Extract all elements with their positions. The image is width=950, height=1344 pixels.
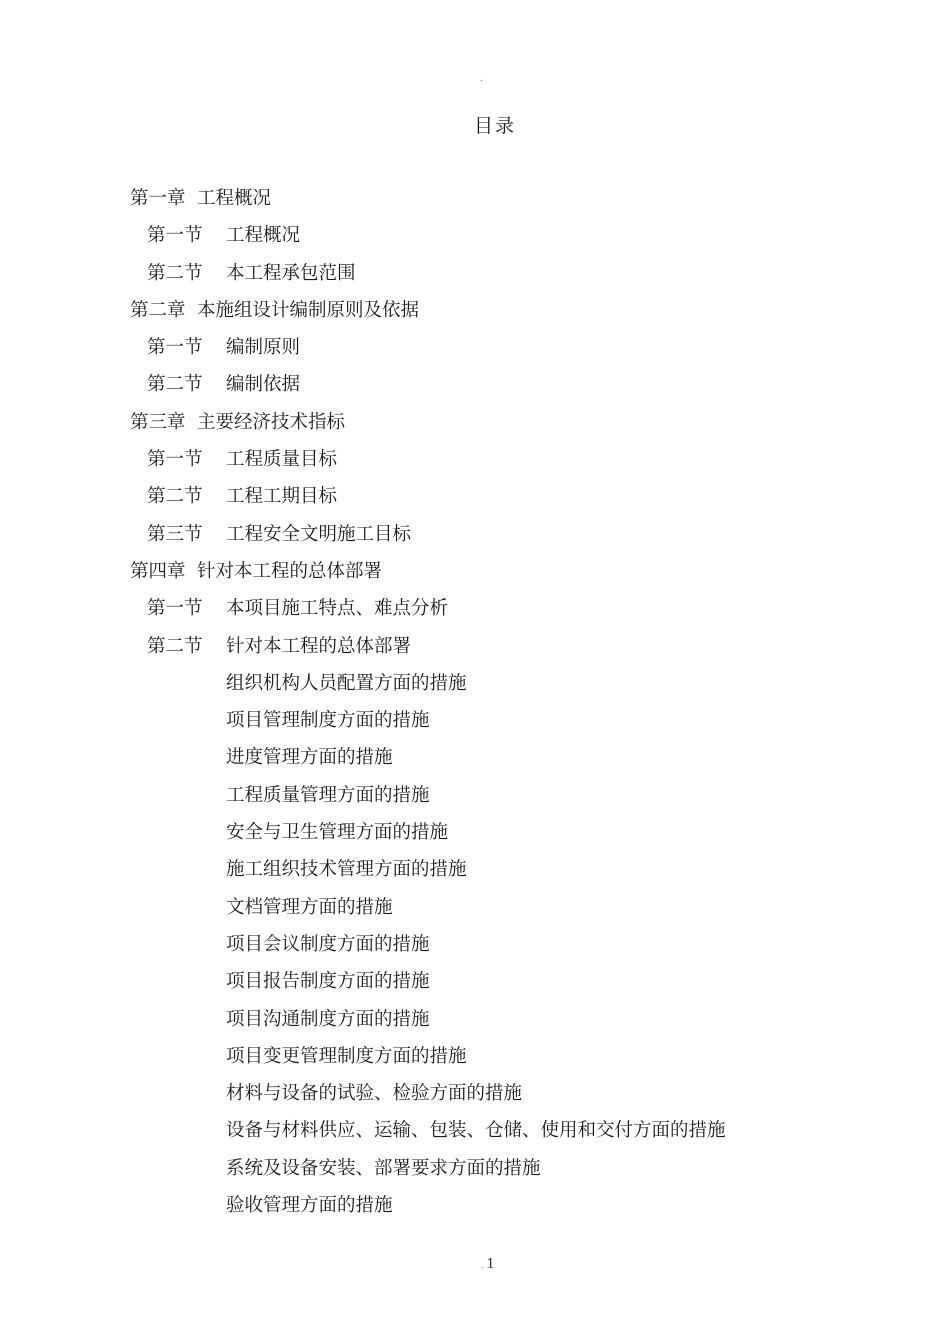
item-title: 组织机构人员配置方面的措施: [226, 672, 467, 694]
item-title: 进度管理方面的措施: [226, 747, 393, 769]
toc-item[interactable]: [0, 777, 950, 814]
section-title: 本工程承包范围: [226, 262, 356, 284]
toc-chapter-4[interactable]: [0, 553, 950, 590]
chapter-number: 第一章: [130, 188, 186, 209]
section-number: 第一节: [147, 337, 203, 359]
section-title: 工程安全文明施工目标: [226, 523, 412, 545]
item-title: 项目沟通制度方面的措施: [226, 1008, 430, 1030]
chapter-title: 工程概况: [197, 188, 272, 209]
toc-section-3-3[interactable]: [0, 516, 950, 553]
item-title: 安全与卫生管理方面的措施: [226, 822, 449, 844]
section-number: 第二节: [147, 635, 203, 657]
toc-item[interactable]: [0, 739, 950, 776]
section-number: 第一节: [147, 449, 203, 471]
toc-item[interactable]: [0, 926, 950, 963]
item-title: 项目变更管理制度方面的措施: [226, 1045, 467, 1067]
toc-item[interactable]: [0, 963, 950, 1000]
toc-section-3-1[interactable]: [0, 441, 950, 478]
toc-item[interactable]: [0, 665, 950, 702]
item-title: 设备与材料供应、运输、包装、仓储、使用和交付方面的措施: [226, 1120, 726, 1142]
section-number: 第一节: [147, 225, 203, 247]
footer-mark: .: [481, 1261, 484, 1270]
toc-section-1-1[interactable]: [0, 217, 950, 254]
toc-section-1-2[interactable]: [0, 255, 950, 292]
section-number: 第一节: [147, 598, 203, 620]
toc-item[interactable]: [0, 1187, 950, 1224]
toc-item[interactable]: [0, 702, 950, 739]
item-title: 文档管理方面的措施: [226, 896, 393, 918]
item-title: 项目报告制度方面的措施: [226, 971, 430, 993]
chapter-number: 第四章: [130, 560, 186, 582]
toc-section-3-2[interactable]: [0, 478, 950, 515]
toc-chapter-3[interactable]: [0, 404, 950, 441]
chapter-title: 本施组设计编制原则及依据: [197, 299, 420, 321]
section-number: 第二节: [147, 374, 203, 396]
item-title: 项目会议制度方面的措施: [226, 933, 430, 955]
section-title: 工程概况: [226, 225, 301, 247]
item-title: 施工组织技术管理方面的措施: [226, 859, 467, 881]
toc-section-2-1[interactable]: [0, 329, 950, 366]
section-number: 第三节: [147, 523, 203, 545]
chapter-number: 第三章: [130, 411, 186, 433]
toc-item[interactable]: [0, 814, 950, 851]
toc-section-2-2[interactable]: [0, 366, 950, 403]
section-number: 第二节: [147, 486, 203, 508]
item-title: 材料与设备的试验、检验方面的措施: [226, 1083, 523, 1105]
section-title: 针对本工程的总体部署: [226, 635, 412, 657]
toc-section-4-2[interactable]: [0, 628, 950, 665]
toc-item[interactable]: [0, 851, 950, 888]
page-title: 目录: [473, 115, 516, 137]
section-title: 本项目施工特点、难点分析: [226, 598, 449, 620]
chapter-title: 主要经济技术指标: [197, 411, 346, 433]
toc-chapter-2[interactable]: [0, 292, 950, 329]
chapter-number: 第二章: [130, 299, 186, 321]
item-title: 验收管理方面的措施: [226, 1195, 393, 1217]
page-number: 1: [486, 1257, 495, 1272]
chapter-title: 针对本工程的总体部署: [197, 560, 383, 582]
toc-section-4-1[interactable]: [0, 590, 950, 627]
toc-item[interactable]: [0, 1150, 950, 1187]
section-title: 编制原则: [226, 337, 301, 359]
item-title: 工程质量管理方面的措施: [226, 784, 430, 806]
toc-item[interactable]: [0, 1112, 950, 1149]
table-of-contents: [0, 180, 950, 1224]
item-title: 系统及设备安装、部署要求方面的措施: [226, 1157, 541, 1179]
toc-item[interactable]: [0, 889, 950, 926]
header-mark: .: [480, 74, 483, 84]
section-number: 第二节: [147, 262, 203, 284]
section-title: 工程工期目标: [226, 486, 338, 508]
section-title: 工程质量目标: [226, 449, 338, 471]
toc-item[interactable]: [0, 1075, 950, 1112]
section-title: 编制依据: [226, 374, 301, 396]
page-footer: [481, 1257, 495, 1272]
toc-item[interactable]: [0, 1038, 950, 1075]
item-title: 项目管理制度方面的措施: [226, 710, 430, 732]
toc-item[interactable]: [0, 1001, 950, 1038]
toc-chapter-1[interactable]: [0, 180, 950, 217]
